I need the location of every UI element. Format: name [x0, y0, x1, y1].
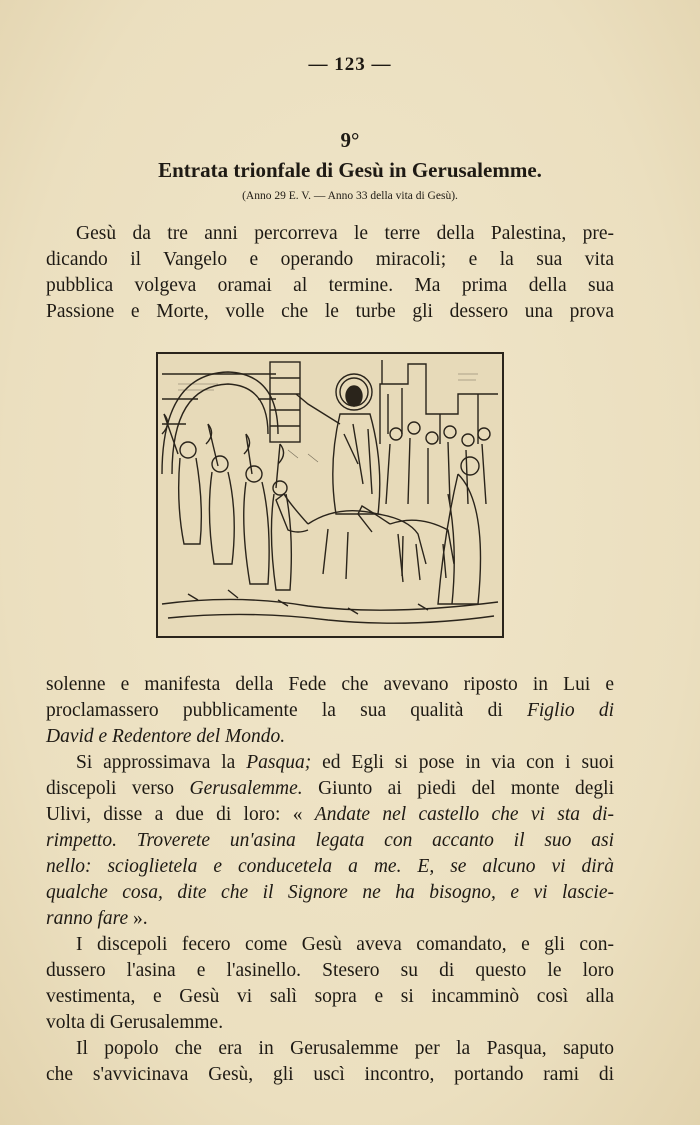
entry-into-jerusalem-engraving — [158, 354, 502, 636]
chapter-number: 9° — [340, 128, 360, 152]
italic-segment: Pasqua; — [246, 752, 312, 773]
paragraph-intro — [46, 221, 614, 325]
text-line: solenne e manifesta della Fede che avevano riposto in Lui e — [46, 674, 614, 695]
text-line: David e Redentore del Mondo. — [46, 726, 286, 747]
woodcut-illustration — [156, 352, 504, 638]
text-line: dussero l'asina e l'asinello. Stesero su di questo le loro — [46, 960, 614, 981]
text-line — [46, 750, 614, 776]
text-line: pubblica volgeva oramai al termine. Ma prima della sua — [46, 275, 614, 296]
text-line: I discepoli fecero come Gesù aveva comandato, e gli con- — [76, 934, 614, 955]
text-line: Passione e Morte, volle che le turbe gli dessero una prova — [46, 301, 614, 322]
text-segment: Giunto ai piedi del monte degli — [302, 778, 614, 799]
chapter-title: Entrata trionfale di Gesù in Gerusalemme. — [158, 158, 542, 182]
italic-segment: ranno fare — [46, 908, 129, 929]
text-line: vestimenta, e Gesù vi salì sopra e si incamminò così alla — [46, 986, 614, 1007]
italic-segment: Andate nel castello che vi sta di- — [314, 804, 614, 825]
text-segment: Ulivi, disse a due di loro: « — [46, 804, 315, 825]
text-line: rimpetto. Troverete un'asina legata con accanto il suo asi — [46, 830, 614, 851]
text-line: qualche cosa, dite che il Signore ne ha bisogno, e vi lascie- — [46, 882, 614, 903]
italic-segment: Gerusalemme. — [189, 778, 303, 799]
text-line: nello: scioglietela e conducetela a me. E, se alcuno vi dirà — [46, 856, 614, 877]
text-line — [46, 802, 614, 828]
text-segment: discepoli verso — [46, 778, 190, 799]
italic-segment: Figlio di — [526, 700, 614, 721]
text-line: volta di Gerusalemme. — [46, 1012, 224, 1033]
text-line: Gesù da tre anni percorreva le terre della Palestina, pre- — [76, 223, 614, 244]
text-segment: proclamassero pubblicamente la sua qualità di — [46, 700, 527, 721]
text-line: dicando il Vangelo e operando miracoli; e la sua vita — [46, 249, 614, 270]
text-line: Il popolo che era in Gerusalemme per la Pasqua, saputo — [76, 1038, 614, 1059]
text-segment: ed Egli si pose in via con i suoi — [311, 752, 614, 773]
text-segment: Si approssimava la — [76, 752, 247, 773]
text-segment: ». — [128, 908, 148, 929]
text-line: che s'avvicinava Gesù, gli uscì incontro, portando rami di — [46, 1064, 614, 1085]
page-number: — 123 — — [308, 54, 392, 75]
paragraph-main — [46, 672, 614, 1088]
text-line — [46, 776, 614, 802]
text-line — [46, 698, 614, 724]
text-line — [46, 906, 614, 932]
chapter-subtitle: (Anno 29 E. V. — Anno 33 della vita di Gesù). — [242, 190, 458, 202]
